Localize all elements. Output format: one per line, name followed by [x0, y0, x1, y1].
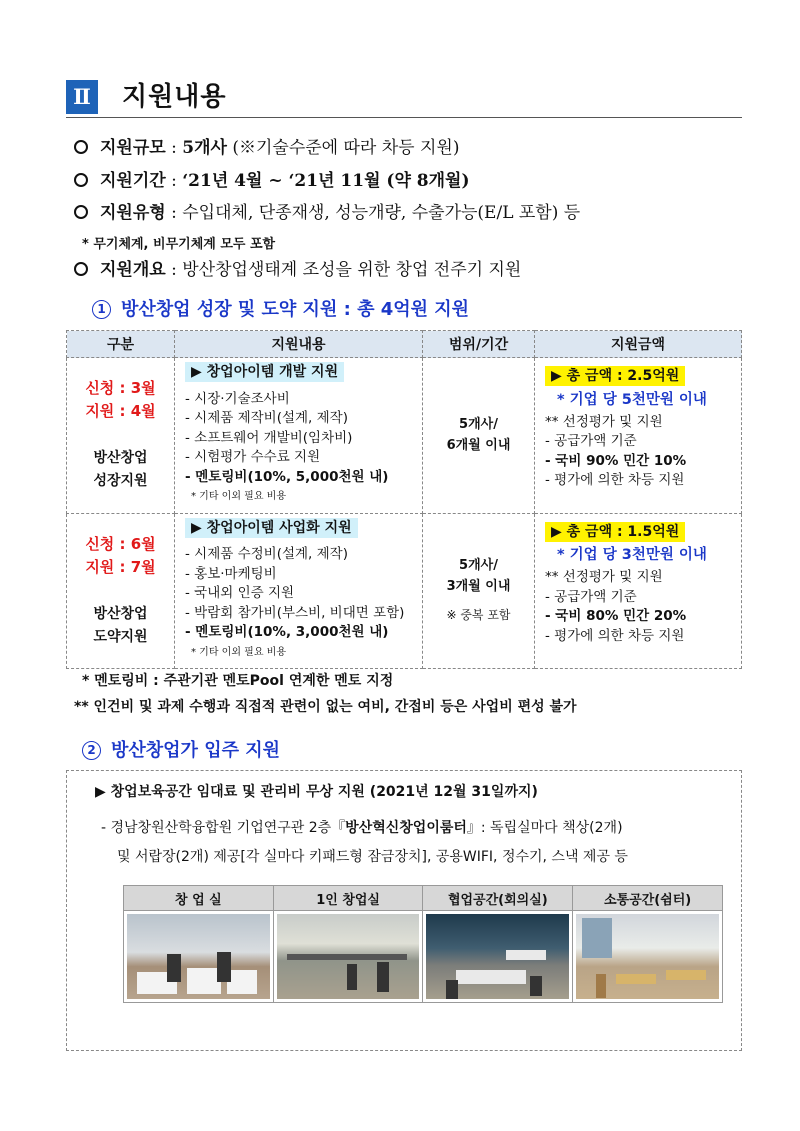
header-range: 범위/기간 [423, 331, 535, 358]
residence-box [66, 770, 742, 1051]
table-header-row [67, 331, 742, 358]
photo-table [123, 885, 723, 1003]
startup-room-photo [127, 914, 270, 999]
content-cell: ▶ 창업아이템 개발 지원 - 시장·기술조사비 - 시제품 제작비(설계, 제작) - 소프트웨어 개발비(임차비) - 시험평가 수수료 지원 - 멘토링비(10%, 5,000천원 내) * 기타 이외 필요 비용 [175, 358, 423, 514]
section-number-badge: Ⅱ [66, 80, 98, 114]
footnote-mentoring: * 멘토링비 : 주관기관 멘토Pool 연계한 멘토 지정 [82, 673, 394, 689]
note-weapons: * 무기체계, 비무기체계 모두 포함 [82, 237, 276, 252]
range-cell: 5개사/ 3개월 이내 ※ 중복 포함 [423, 513, 535, 669]
amount-cell: ▶ 총 금액 : 1.5억원 * 기업 당 3천만원 이내 ** 선정평가 및 지원 - 공급가액 기준 - 국비 80% 민간 20% - 평가에 의한 차등 지원 [535, 513, 742, 669]
amount-cell: ▶ 총 금액 : 2.5억원 * 기업 당 5천만원 이내 ** 선정평가 및 지원 - 공급가액 기준 - 국비 90% 민간 10% - 평가에 의한 차등 지원 [535, 358, 742, 514]
subheading-growth: 1 방산창업 성장 및 도약 지원 : 총 4억원 지원 [92, 295, 469, 321]
circle-bullet-icon [74, 205, 88, 219]
bullet-type: 지원유형 : 수입대체, 단종재생, 성능개량, 수출가능(E/L 포함) 등 [74, 201, 580, 225]
table-row [67, 513, 742, 669]
circled-number: 1 [92, 300, 111, 319]
header-amount: 지원금액 [535, 331, 742, 358]
bullet-scale: 지원규모 : 5개사 (※기술수준에 따라 차등 지원) [74, 136, 459, 160]
single-room-photo [277, 914, 420, 999]
bullet-period: 지원기간 : ‘21년 4월 ~ ‘21년 11월 (약 8개월) [74, 169, 470, 193]
residence-line-2: 및 서랍장(2개) 제공[각 실마다 키패드형 잠금장치], 공용WIFI, 정수기, 스낵 제공 등 [117, 849, 628, 865]
photo-cell [573, 911, 723, 1003]
category-cell: 신청 : 6월 지원 : 7월 방산창업 도약지원 [67, 513, 175, 669]
photo-header: 1인 창업실 [273, 886, 423, 911]
section-header [66, 78, 742, 118]
photo-cell [273, 911, 423, 1003]
photo-cell [124, 911, 274, 1003]
residence-line-1: - 경남창원산학융합원 기업연구관 2층『방산혁신창업이룸터』: 독립실마다 책상(2개) [101, 820, 623, 836]
range-cell: 5개사/ 6개월 이내 [423, 358, 535, 514]
subheading-residence: 2 방산창업가 입주 지원 [82, 736, 280, 762]
meeting-room-photo [426, 914, 569, 999]
photo-cell [423, 911, 573, 1003]
photo-header: 협업공간(회의실) [423, 886, 573, 911]
circle-bullet-icon [74, 262, 88, 276]
table-row [67, 358, 742, 514]
residence-heading: ▶ 창업보육공간 임대료 및 관리비 무상 지원 (2021년 12월 31일까지) [95, 784, 538, 800]
header-category: 구분 [67, 331, 175, 358]
circle-bullet-icon [74, 140, 88, 154]
circled-number: 2 [82, 741, 101, 760]
section-title: 지원내용 [122, 82, 227, 112]
support-table [66, 330, 742, 669]
bullet-overview: 지원개요 : 방산창업생태계 조성을 위한 창업 전주기 지원 [74, 258, 521, 282]
photo-header: 창 업 실 [124, 886, 274, 911]
footnote-expenses: ** 인건비 및 과제 수행과 직접적 관련이 없는 여비, 간접비 등은 사업비 편성 불가 [74, 699, 577, 715]
lounge-photo [576, 914, 719, 999]
header-content: 지원내용 [175, 331, 423, 358]
circle-bullet-icon [74, 173, 88, 187]
category-cell: 신청 : 3월 지원 : 4월 방산창업 성장지원 [67, 358, 175, 514]
content-cell: ▶ 창업아이템 사업화 지원 - 시제품 수정비(설계, 제작) - 홍보·마케팅비 - 국내외 인증 지원 - 박람회 참가비(부스비, 비대면 포함) - 멘토링비(10%, 3,000천원 내) * 기타 이외 필요 비용 [175, 513, 423, 669]
photo-header: 소통공간(쉼터) [573, 886, 723, 911]
